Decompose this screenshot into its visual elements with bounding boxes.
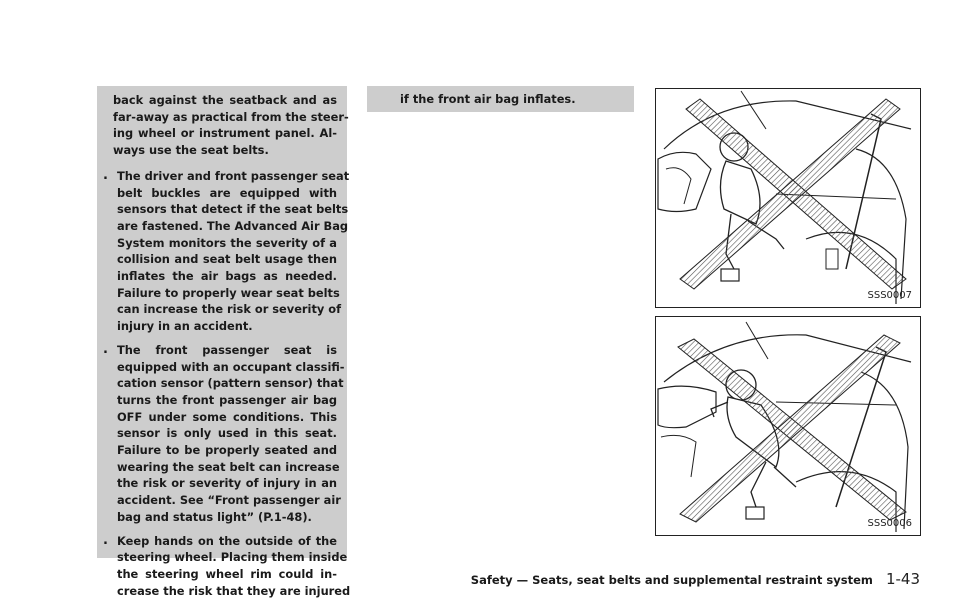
child-standing-near-dashboard-crossed-out-icon (656, 89, 922, 309)
continuation-paragraph (367, 86, 634, 108)
child-leaning-on-dashboard-crossed-out-icon (656, 317, 922, 537)
continuation-paragraph (97, 86, 347, 163)
figure-child-near-dashboard (655, 88, 921, 308)
text-line: back against the seatback and as (113, 93, 337, 107)
text-line: Keep hands on the outside of the (117, 533, 337, 548)
text-line: The front passenger seat is (117, 342, 337, 357)
text-line: collision and seat belt usage then (117, 252, 337, 267)
text-line: steering wheel. Placing them inside (117, 550, 348, 565)
text-line: Failure to be properly seated and (117, 443, 337, 458)
text-line: equipped with an occupant classifi- (117, 359, 345, 374)
text-line: OFF under some conditions. This (117, 409, 337, 424)
text-line: are fastened. The Advanced Air Bag (117, 218, 349, 233)
bullet-marker: . (103, 167, 108, 183)
text-line: ways use the seat belts. (113, 143, 269, 158)
page-number: 1-43 (885, 570, 920, 588)
warning-box-column-1 (97, 86, 351, 598)
text-line: crease the risk that they are injured (117, 583, 351, 598)
bullet-item-occupant-sensor (97, 337, 347, 528)
figure-code: SSS0007 (867, 290, 912, 301)
text-line: turns the front passenger air bag (117, 392, 337, 407)
text-line: ing wheel or instrument panel. Al- (113, 126, 337, 141)
text-line: belt buckles are equipped with (117, 185, 337, 200)
bullet-item-steering-wheel (97, 528, 351, 602)
text-line: Failure to properly wear seat belts (117, 285, 340, 300)
text-line: cation sensor (pattern sensor) that (117, 376, 344, 391)
text-line: The driver and front passenger seat (117, 168, 350, 183)
warning-box-column-2 (367, 86, 634, 112)
footer-section-title: Safety — Seats, seat belts and supplemental restraint system (470, 573, 873, 587)
text-line: the risk or severity of injury in an (117, 476, 337, 491)
text-line: bag and status light” (P.1-48). (117, 509, 312, 524)
text-line: the steering wheel rim could in- (117, 566, 337, 581)
text-line: if the front air bag inflates. (400, 92, 576, 106)
figure-code: SSS0006 (867, 518, 912, 529)
page-footer (471, 569, 920, 588)
text-line: accident. See “Front passenger air (117, 493, 341, 508)
text-line: wearing the seat belt can increase (117, 459, 340, 474)
text-line: System monitors the severity of a (117, 235, 337, 250)
bullet-marker: . (103, 341, 108, 357)
bullet-item-seat-belt-sensors (97, 163, 350, 337)
text-line: sensor is only used in this seat. (117, 426, 337, 441)
figure-child-leaning-dashboard (655, 316, 921, 536)
text-line: far-away as practical from the steer- (113, 109, 349, 124)
text-line: injury in an accident. (117, 319, 253, 334)
bullet-marker: . (103, 532, 108, 548)
text-line: can increase the risk or severity of (117, 302, 342, 317)
text-line: inflates the air bags as needed. (117, 269, 337, 284)
text-line: sensors that detect if the seat belts (117, 202, 349, 217)
